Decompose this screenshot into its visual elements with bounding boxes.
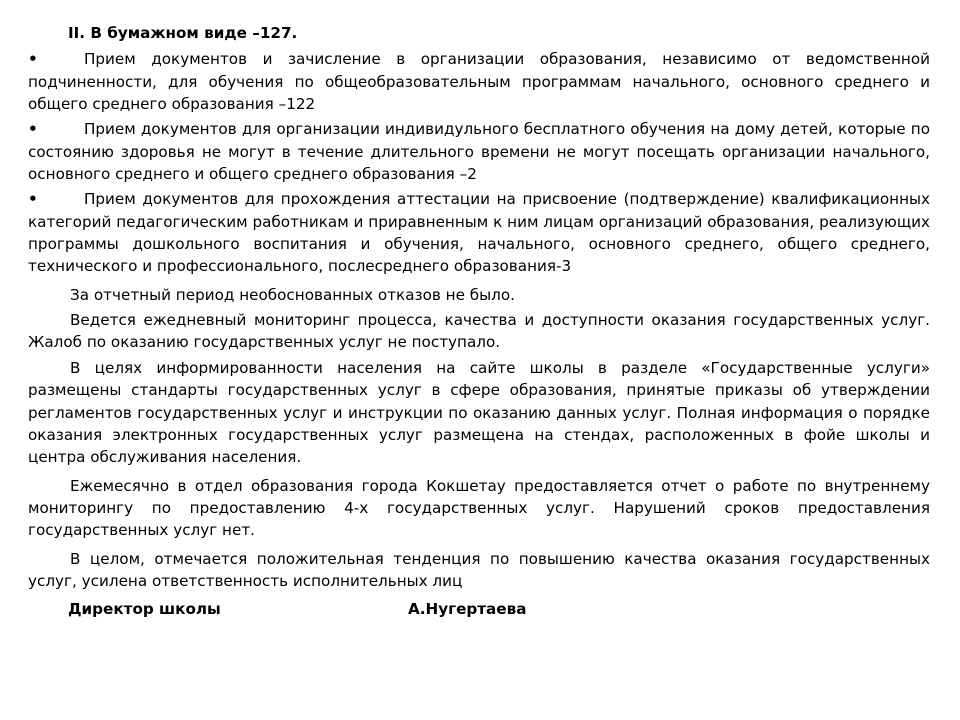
bullet-marker: • [28, 50, 38, 69]
paragraph: В целом, отмечается положительная тенденция по повышению качества оказания государственных услуг, усилена ответственность исполнительных лиц [28, 549, 930, 590]
bullet-item [28, 48, 930, 115]
bullet-item [28, 118, 930, 185]
bullet-text: Прием документов для организации индивидульного бесплатного обучения на дому детей, которые по состоянию здоровья не могут в течение длительного времени не могут посещать организации начального, основного среднего и общего среднего образования –2 [28, 120, 930, 184]
paragraph: Ведется ежедневный мониторинг процесса, качества и доступности оказания государственных услуг. Жалоб по оказанию государственных услуг не поступало. [28, 311, 930, 352]
bullet-marker: • [28, 120, 38, 139]
bullet-marker: • [28, 190, 38, 209]
signature-block [28, 598, 930, 620]
bullet-item [28, 188, 930, 277]
section-heading: II. В бумажном виде –127. [68, 24, 298, 42]
paragraph: В целях информированности населения на сайте школы в разделе «Государственные услуги» размещены стандарты государственных услуг в сфере образования, принятые приказы об утверждении регламентов государственных услуг и инструкции по оказанию данных услуг. Полная информация о порядке оказания электронных государственных услуг размещена на стендах, расположенных в фойе школы и центра обслуживания населения. [28, 358, 930, 467]
signature-role: Директор школы [68, 600, 221, 619]
paragraph: Ежемесячно в отдел образования города Кокшетау предоставляется отчет о работе по внутреннему мониторингу по предоставлению 4-х государственных услуг. Нарушений сроков предоставления государственных услуг нет. [28, 476, 930, 540]
bullet-text: Прием документов и зачисление в организации образования, независимо от ведомственной подчиненности, для обучения по общеобразовательным программам начального, основного среднего и общего среднего образования –122 [28, 50, 930, 114]
signature-name: А.Нугертаева [408, 600, 527, 619]
paragraph: За отчетный период необоснованных отказов не было. [70, 285, 515, 304]
bullet-text: Прием документов для прохождения аттестации на присвоение (подтверждение) квалификационных категорий педагогическим работникам и приравненным к ним лицам организаций образования, реализующих программы дошкольного воспитания и обучения, начального, основного среднего, общего среднего, технического и профессионального, послесреднего образования-3 [28, 190, 930, 276]
document-body [28, 22, 930, 621]
